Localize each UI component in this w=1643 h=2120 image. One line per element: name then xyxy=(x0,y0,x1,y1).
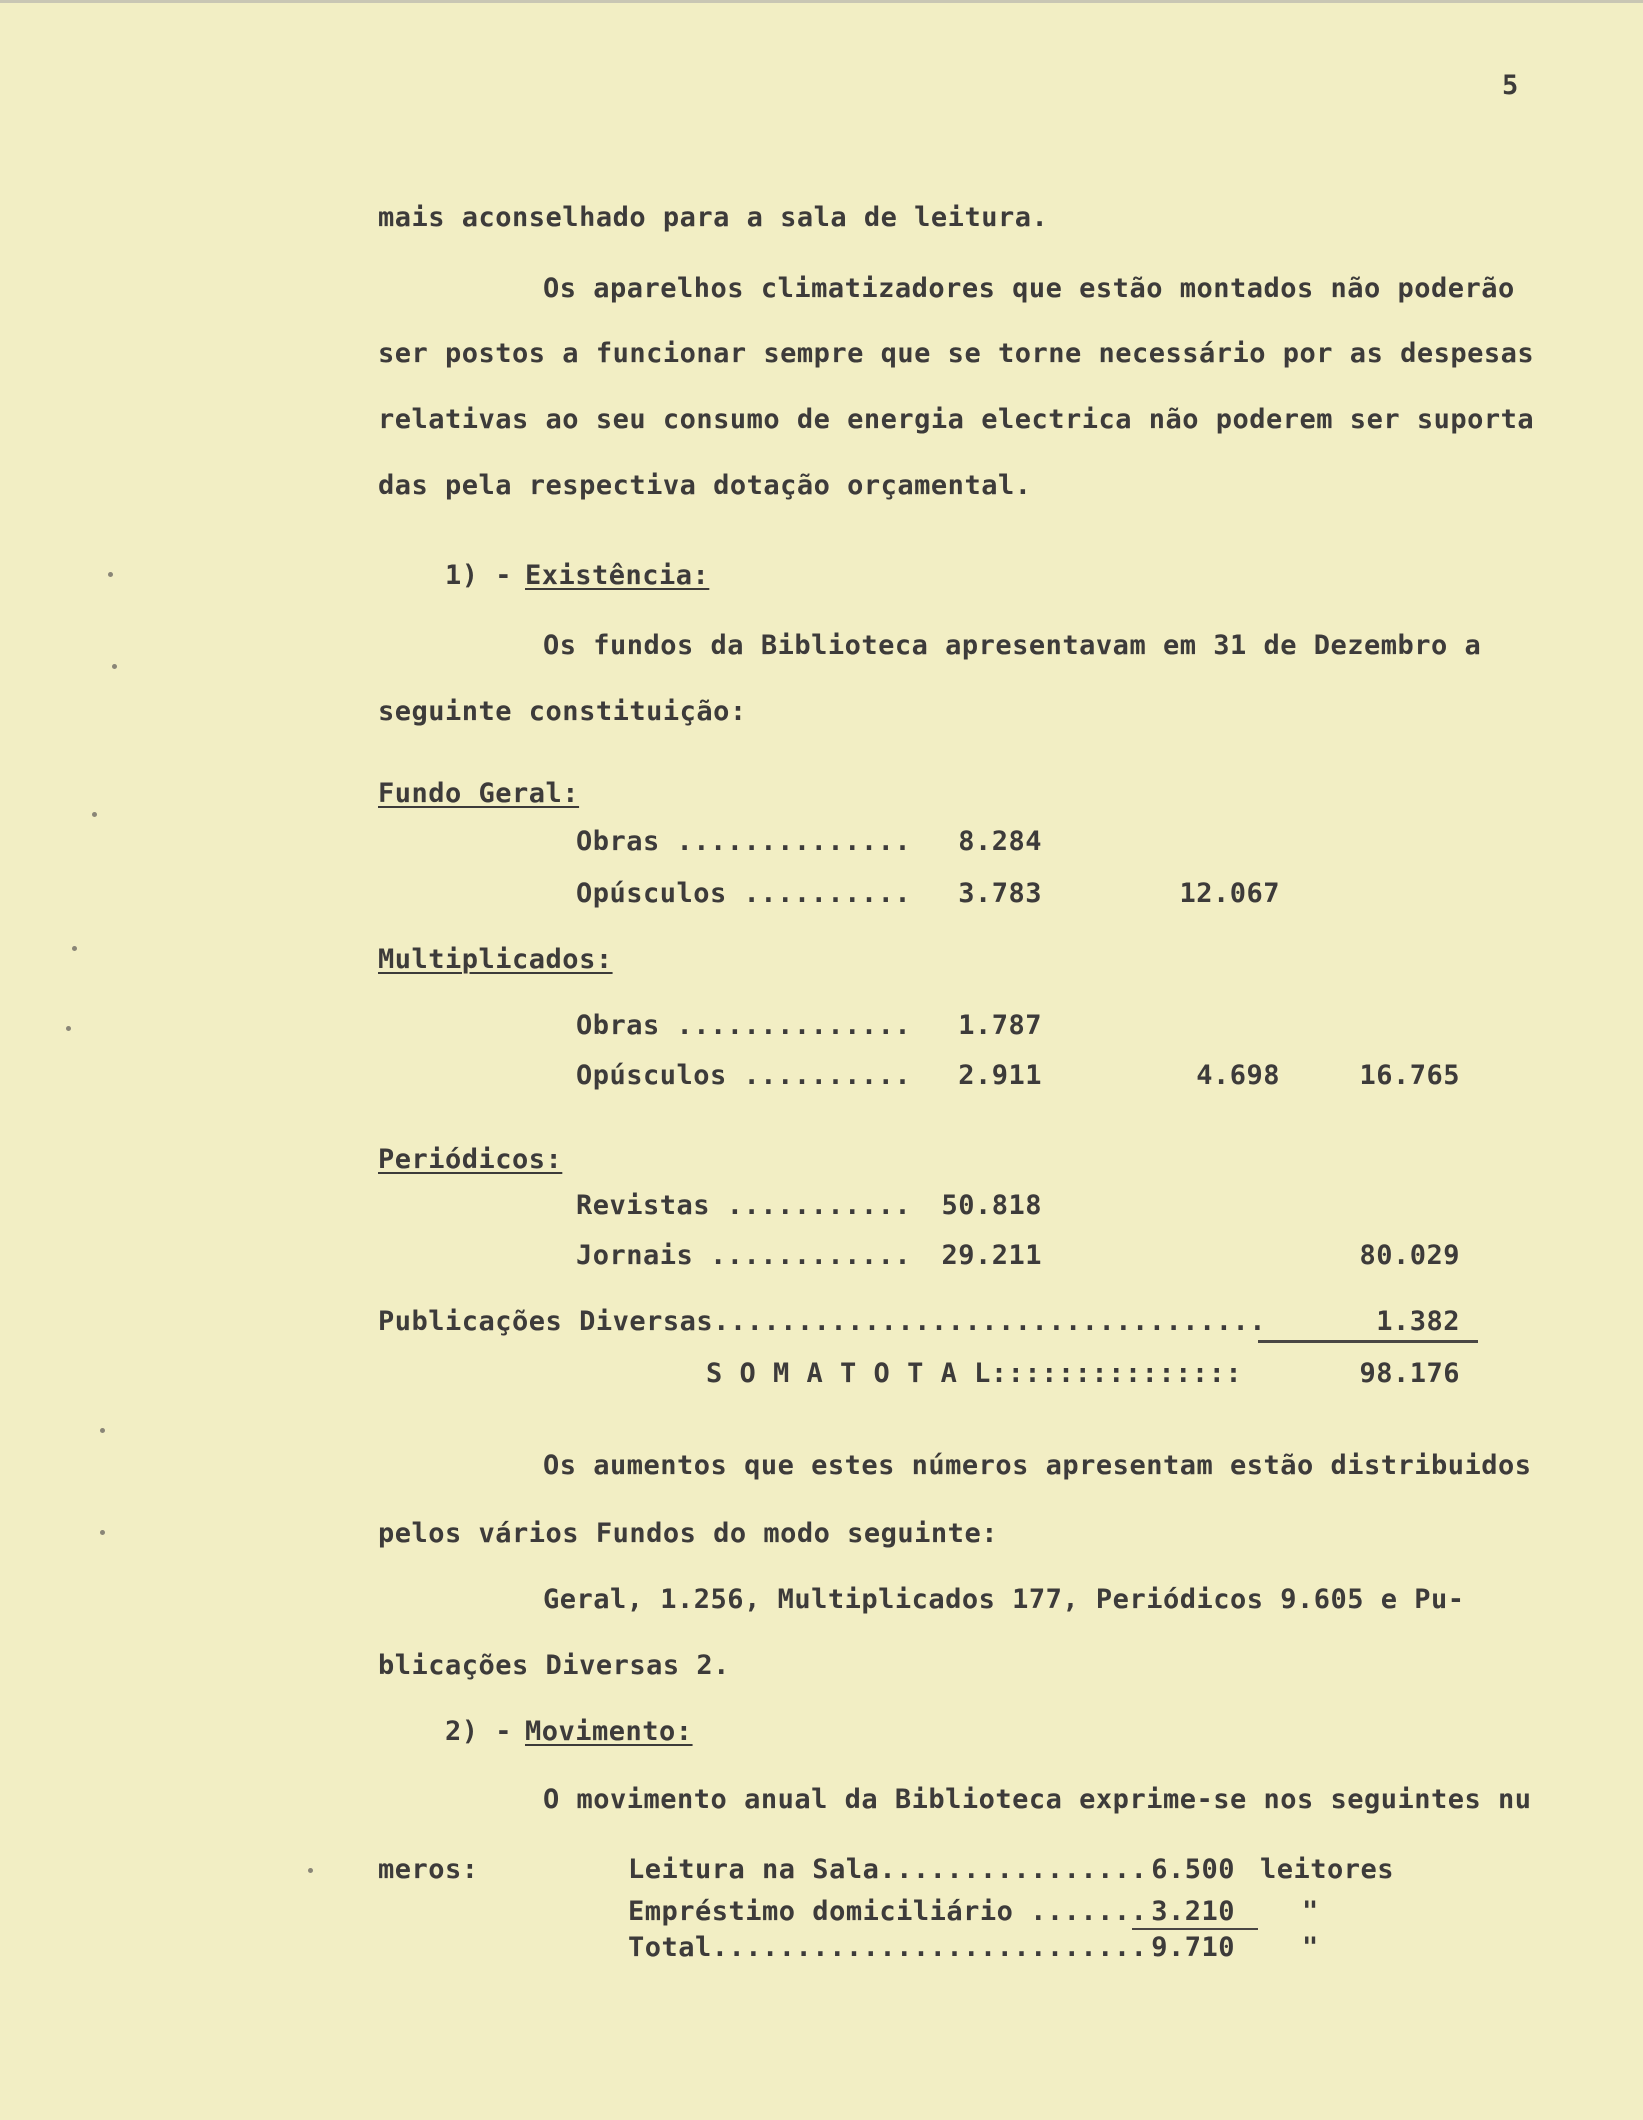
paragraph-line: relativas ao seu consumo de energia electrica não poderem ser suporta xyxy=(378,404,1535,435)
paper-speck xyxy=(92,812,97,817)
fund-row-value: 1.787 xyxy=(958,1010,1042,1041)
movimento-row-label: Empréstimo domiciliário ....... xyxy=(628,1896,1148,1927)
paragraph-line: blicações Diversas 2. xyxy=(378,1650,730,1681)
section-title: Movimento: xyxy=(525,1716,693,1747)
paper-speck xyxy=(112,664,117,669)
paragraph-line: das pela respectiva dotação orçamental. xyxy=(378,470,1032,501)
movimento-row-unit: " xyxy=(1302,1932,1319,1963)
paragraph-line: Geral, 1.256, Multiplicados 177, Periódicos 9.605 e Pu- xyxy=(543,1584,1465,1615)
total-rule xyxy=(1258,1340,1478,1343)
section-title: Existência: xyxy=(525,560,710,591)
paper-speck xyxy=(308,1868,313,1873)
paragraph-line: Os aparelhos climatizadores que estão montados não poderão xyxy=(543,273,1515,304)
paragraph-line: Os aumentos que estes números apresentam estão distribuidos xyxy=(543,1450,1532,1481)
fund-row-label: Opúsculos .......... xyxy=(576,1060,912,1091)
page-top-edge xyxy=(0,0,1643,3)
paragraph-line: seguinte constituição: xyxy=(378,696,747,727)
movimento-row-unit: leitores xyxy=(1260,1854,1395,1885)
paper-speck xyxy=(100,1530,105,1535)
section-number: 2) - xyxy=(445,1716,513,1747)
paper-speck xyxy=(66,1026,71,1031)
fund-row-label: Opúsculos .......... xyxy=(576,878,912,909)
fund-row-label: Obras .............. xyxy=(576,1010,912,1041)
fund-row-value: 2.911 xyxy=(958,1060,1042,1091)
paragraph-line: pelos vários Fundos do modo seguinte: xyxy=(378,1518,998,1549)
fund-row-value: 29.211 xyxy=(941,1240,1042,1271)
publicacoes-label: Publicações Diversas................................. xyxy=(378,1306,1267,1337)
paper-speck xyxy=(100,1428,105,1433)
fund-total: 80.029 xyxy=(1359,1240,1460,1271)
movimento-row-label: Total.......................... xyxy=(628,1932,1148,1963)
movimento-row-unit: " xyxy=(1302,1896,1319,1927)
publicacoes-value: 1.382 xyxy=(1376,1306,1460,1337)
fund-heading: Multiplicados: xyxy=(378,944,613,975)
fund-subtotal: 4.698 xyxy=(1196,1060,1280,1091)
paragraph-line: meros: xyxy=(378,1854,479,1885)
fund-row-value: 8.284 xyxy=(958,826,1042,857)
fund-row-label: Jornais ............ xyxy=(576,1240,912,1271)
fund-row-value: 3.783 xyxy=(958,878,1042,909)
fund-row-label: Obras .............. xyxy=(576,826,912,857)
movimento-row-value: 6.500 xyxy=(1151,1854,1235,1885)
fund-row-value: 50.818 xyxy=(941,1190,1042,1221)
paragraph-line: mais aconselhado para a sala de leitura. xyxy=(378,202,1049,233)
paper-speck xyxy=(72,946,77,951)
soma-total-value: 98.176 xyxy=(1359,1358,1460,1389)
movimento-row-value: 9.710 xyxy=(1151,1932,1235,1963)
fund-subtotal: 12.067 xyxy=(1179,878,1280,909)
movimento-row-label: Leitura na Sala................ xyxy=(628,1854,1148,1885)
fund-row-label: Revistas ........... xyxy=(576,1190,912,1221)
page-number: 5 xyxy=(1502,70,1519,101)
movimento-row-value: 3.210 xyxy=(1151,1896,1235,1927)
paper-speck xyxy=(108,572,113,577)
fund-heading: Fundo Geral: xyxy=(378,778,580,809)
fund-heading: Periódicos: xyxy=(378,1144,563,1175)
paragraph-line: Os fundos da Biblioteca apresentavam em 31 de Dezembro a xyxy=(543,630,1482,661)
soma-total-label: S O M A T O T A L::::::::::::::: xyxy=(706,1358,1243,1389)
paragraph-line: O movimento anual da Biblioteca exprime-se nos seguintes nu xyxy=(543,1784,1532,1815)
section-number: 1) - xyxy=(445,560,513,591)
total-rule xyxy=(1132,1928,1258,1930)
paragraph-line: ser postos a funcionar sempre que se torne necessário por as despesas xyxy=(378,338,1535,369)
running-total: 16.765 xyxy=(1359,1060,1460,1091)
